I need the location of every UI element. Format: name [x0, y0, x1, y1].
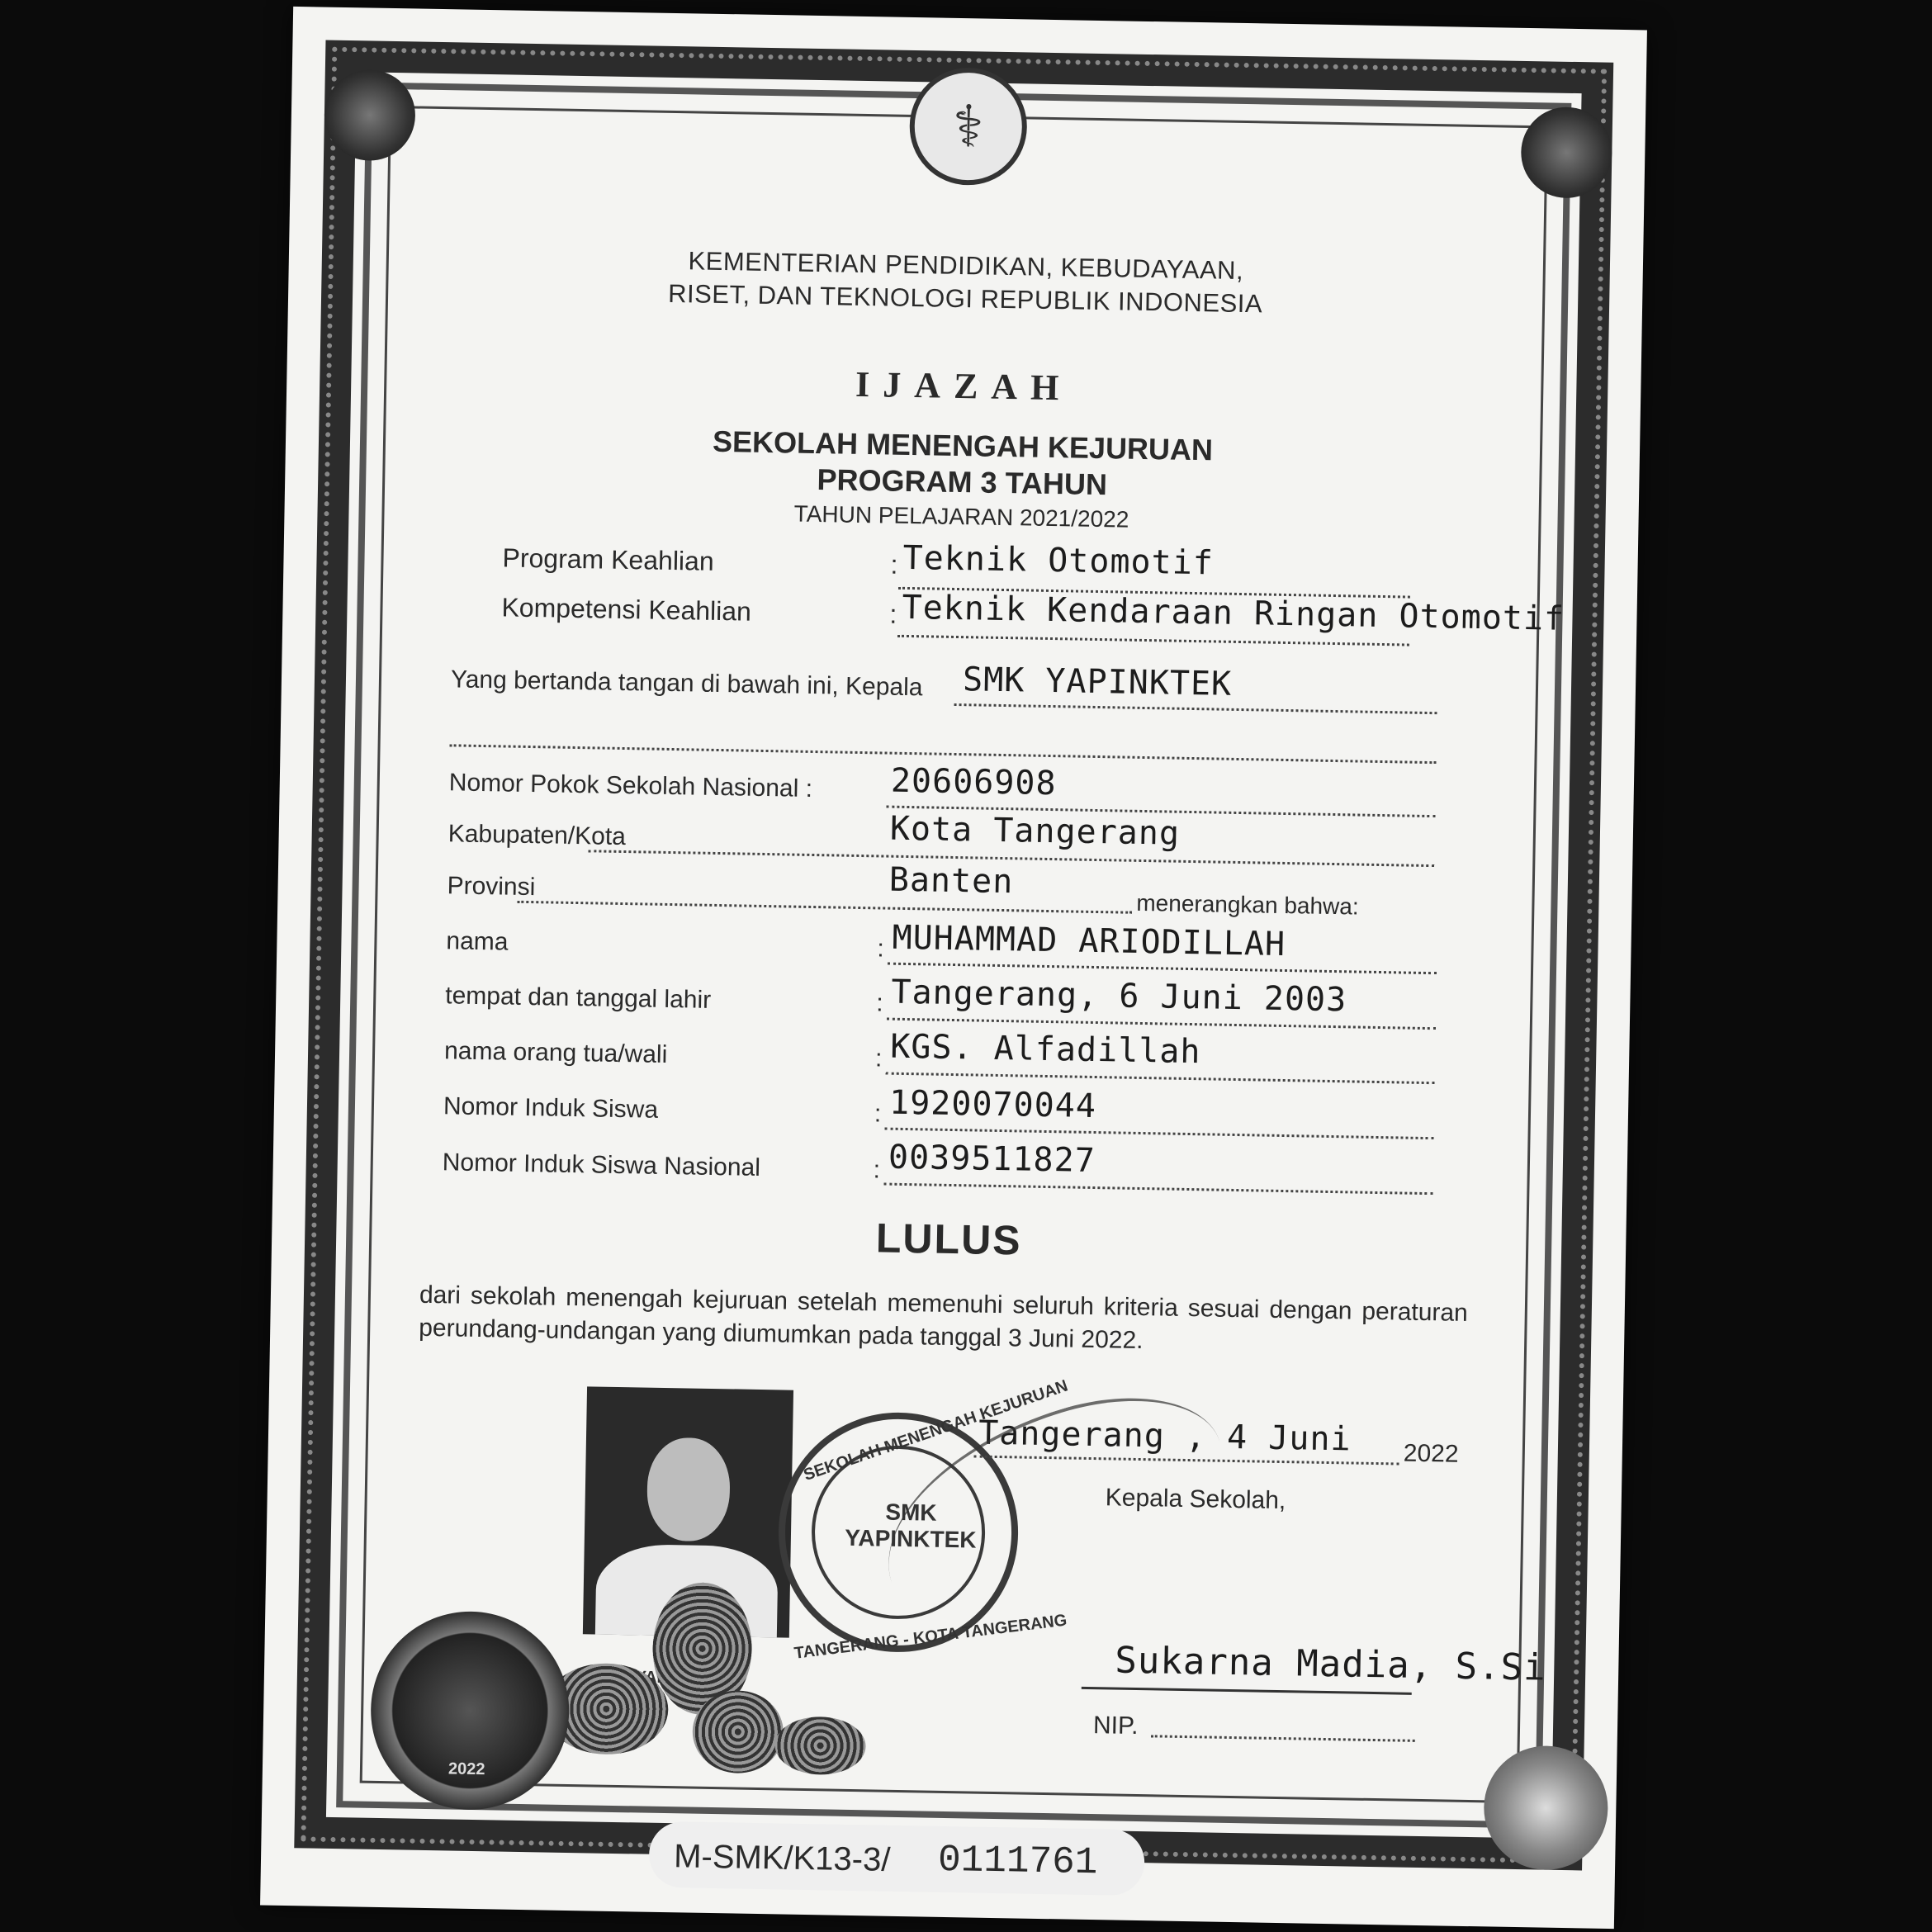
colon: : — [873, 1156, 881, 1184]
stamp-ring-bottom: TANGERANG - KOTA TANGERANG — [793, 1611, 1068, 1663]
nip-label: NIP. — [1092, 1712, 1139, 1740]
signature-role: Kepala Sekolah, — [1105, 1484, 1286, 1515]
colon: : — [875, 989, 883, 1017]
nis-label: Nomor Induk Siswa — [443, 1092, 659, 1124]
ttl-label: tempat dan tanggal lahir — [445, 982, 712, 1014]
ministry-line-1: KEMENTERIAN PENDIDIKAN, KEBUDAYAAN, — [688, 246, 1244, 285]
signature-place-date: Tangerang , 4 Juni — [978, 1413, 1352, 1459]
colon: : — [889, 599, 897, 629]
nis-value: 1920070044 — [888, 1083, 1097, 1126]
nama-label: nama — [446, 927, 509, 956]
ttl-value: Tangerang, 6 Juni 2003 — [891, 973, 1347, 1020]
seal-year: 2022 — [447, 1759, 485, 1779]
stamp-center-line-1: SMK — [885, 1499, 937, 1526]
provinsi-label: Provinsi — [447, 872, 536, 902]
colon: : — [890, 549, 898, 580]
kepala-label: Yang bertanda tangan di bawah ini, Kepala — [450, 665, 923, 702]
colon: : — [874, 1044, 883, 1073]
kabupaten-label: Kabupaten/Kota — [447, 820, 627, 851]
program-duration: PROGRAM 3 TAHUN — [817, 462, 1108, 502]
colon: : — [874, 1100, 882, 1128]
kompetensi-keahlian-label: Kompetensi Keahlian — [501, 592, 752, 627]
nisn-value: 0039511827 — [888, 1138, 1096, 1181]
photo-face — [646, 1437, 731, 1542]
school-type: SEKOLAH MENENGAH KEJURUAN — [712, 424, 1214, 467]
hologram-seal-bottom-right — [1483, 1745, 1609, 1871]
colon: : — [877, 935, 885, 963]
orang-tua-value: KGS. Alfadillah — [889, 1027, 1201, 1072]
stamp-ring-top: SEKOLAH MENENGAH KEJURUAN — [801, 1376, 1071, 1485]
kabupaten-value: Kota Tangerang — [889, 809, 1181, 853]
kompetensi-keahlian-value: Teknik Kendaraan Ringan Otomotif — [902, 588, 1565, 638]
stamp-center-line-2: YAPINKTEK — [845, 1524, 977, 1553]
program-keahlian-label: Program Keahlian — [502, 542, 714, 576]
garuda-emblem-icon: ⚕ — [909, 67, 1028, 186]
serial-prefix: M-SMK/K13-3/ — [673, 1838, 891, 1878]
result-lulus: LULUS — [875, 1215, 1023, 1264]
menerangkan-bahwa-text: menerangkan bahwa: — [1136, 889, 1359, 920]
signature-name: Sukarna Madia, S.Si — [1114, 1639, 1547, 1689]
npsn-label: Nomor Pokok Sekolah Nasional : — [448, 769, 813, 803]
school-name-value: SMK YAPINKTEK — [962, 661, 1233, 703]
document-title: IJAZAH — [855, 363, 1073, 409]
certificate-paper — [260, 7, 1647, 1929]
signature-year: 2022 — [1403, 1439, 1459, 1468]
nama-value: MUHAMMAD ARIODILLAH — [892, 918, 1286, 964]
npsn-value: 20606908 — [890, 761, 1057, 803]
nisn-label: Nomor Induk Siswa Nasional — [442, 1148, 761, 1181]
academic-year: TAHUN PELAJARAN 2021/2022 — [793, 500, 1129, 533]
provinsi-value: Banten — [888, 860, 1014, 902]
program-keahlian-value: Teknik Otomotif — [902, 538, 1215, 583]
orang-tua-label: nama orang tua/wali — [443, 1037, 668, 1068]
ministry-line-2: RISET, DAN TEKNOLOGI REPUBLIK INDONESIA — [667, 278, 1263, 319]
serial-number: 0111761 — [937, 1838, 1098, 1885]
graduation-statement: dari sekolah menengah kejuruan setelah memenuhi seluruh kriteria sesuai dengan peraturan perundang-undangan yang diumumkan pada tanggal 3 Juni 2022. — [418, 1281, 1469, 1355]
